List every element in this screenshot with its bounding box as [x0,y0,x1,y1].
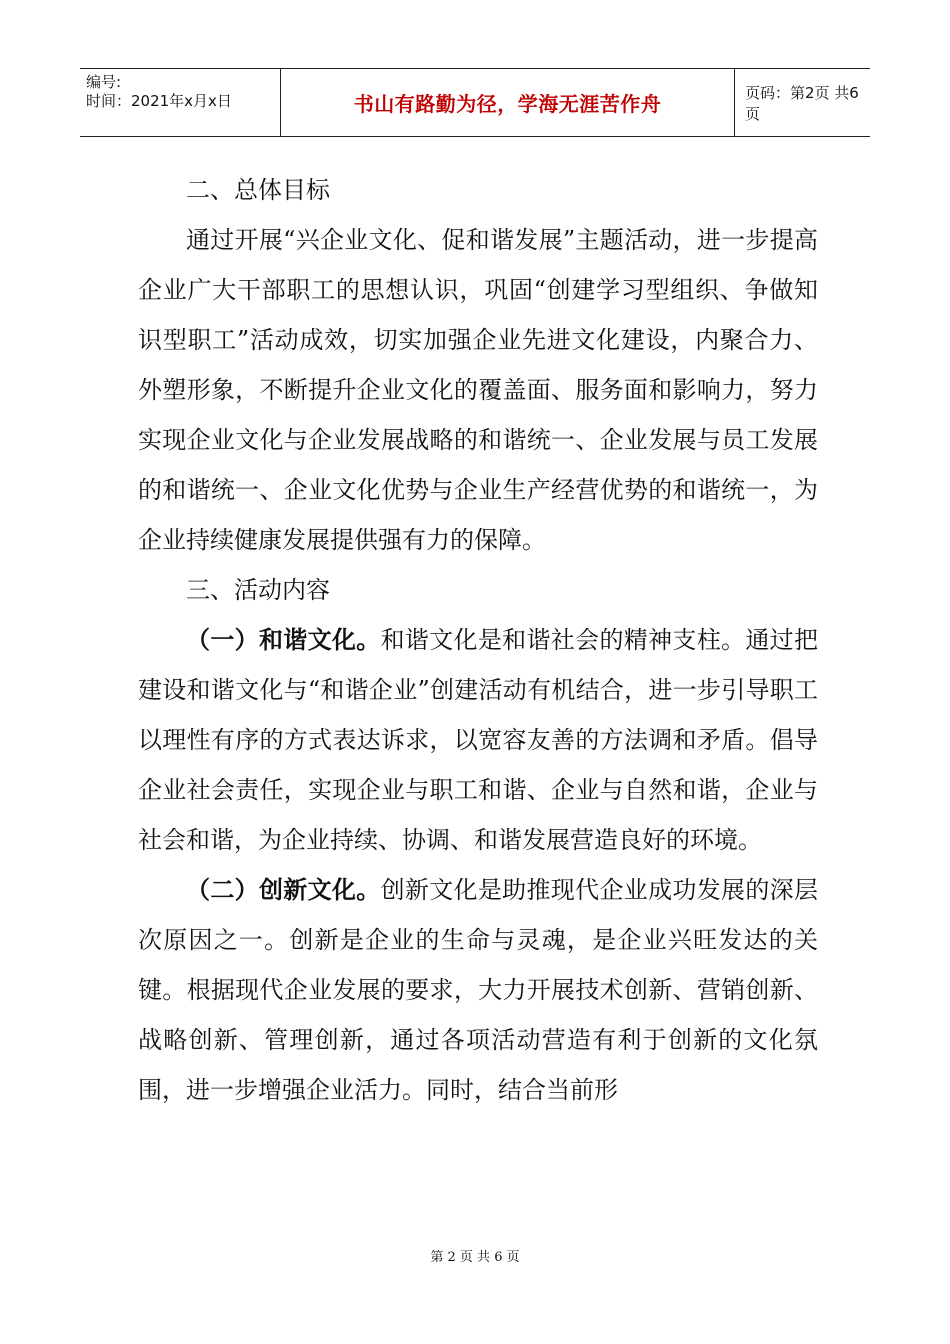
section-paragraph-goals: 通过开展“兴企业文化、促和谐发展”主题活动，进一步提高企业广大干部职工的思想认识，巩固“创建学习型组织、争做知识型职工”活动成效，切实加强企业先进文化建设，内聚合力、外塑形象，不断提升企业文化的覆盖面、服务面和影响力，努力实现企业文化与企业发展战略的和谐统一、企业发展与员工发展的和谐统一、企业文化优势与企业生产经营优势的和谐统一，为企业持续健康发展提供强有力的保障。 [138,226,818,554]
section-heading-activities: 三、活动内容 [186,576,330,604]
item-body-innovation: 创新文化是助推现代企业成功发展的深层次原因之一。创新是企业的生命与灵魂，是企业兴旺发达的关键。根据现代企业发展的要求，大力开展技术创新、营销创新、战略创新、管理创新，通过各项活动营造有利于创新的文化氛围，进一步增强企业活力。同时，结合当前形 [138,876,819,1104]
section-heading-goals: 二、总体目标 [186,176,330,204]
item-title-harmony: （一）和谐文化。 [186,625,381,654]
document-header [80,68,870,137]
item-paragraph-innovation [138,865,818,1115]
item-paragraph-harmony [138,615,818,865]
time-label: 时间：2021年x月x日 [86,92,232,110]
header-meta [80,69,280,136]
header-motto-cell [280,69,735,136]
item-title-innovation: （二）创新文化。 [186,875,381,904]
item-body-harmony: 和谐文化是和谐社会的精神支柱。通过把建设和谐文化与“和谐企业”创建活动有机结合，进一步引导职工以理性有序的方式表达诉求，以宽容友善的方法调和矛盾。倡导企业社会责任，实现企业与职工和谐、企业与自然和谐，企业与社会和谐，为企业持续、协调、和谐发展营造良好的环境。 [138,626,819,854]
number-label: 编号: [86,73,122,91]
header-motto: 书山有路勤为径，学海无涯苦作舟 [353,92,662,116]
header-page-code: 页码：第2页 共6页 [745,83,859,123]
page-footer: 第 2 页 共 6 页 [430,1250,520,1265]
document-body [138,165,818,1115]
